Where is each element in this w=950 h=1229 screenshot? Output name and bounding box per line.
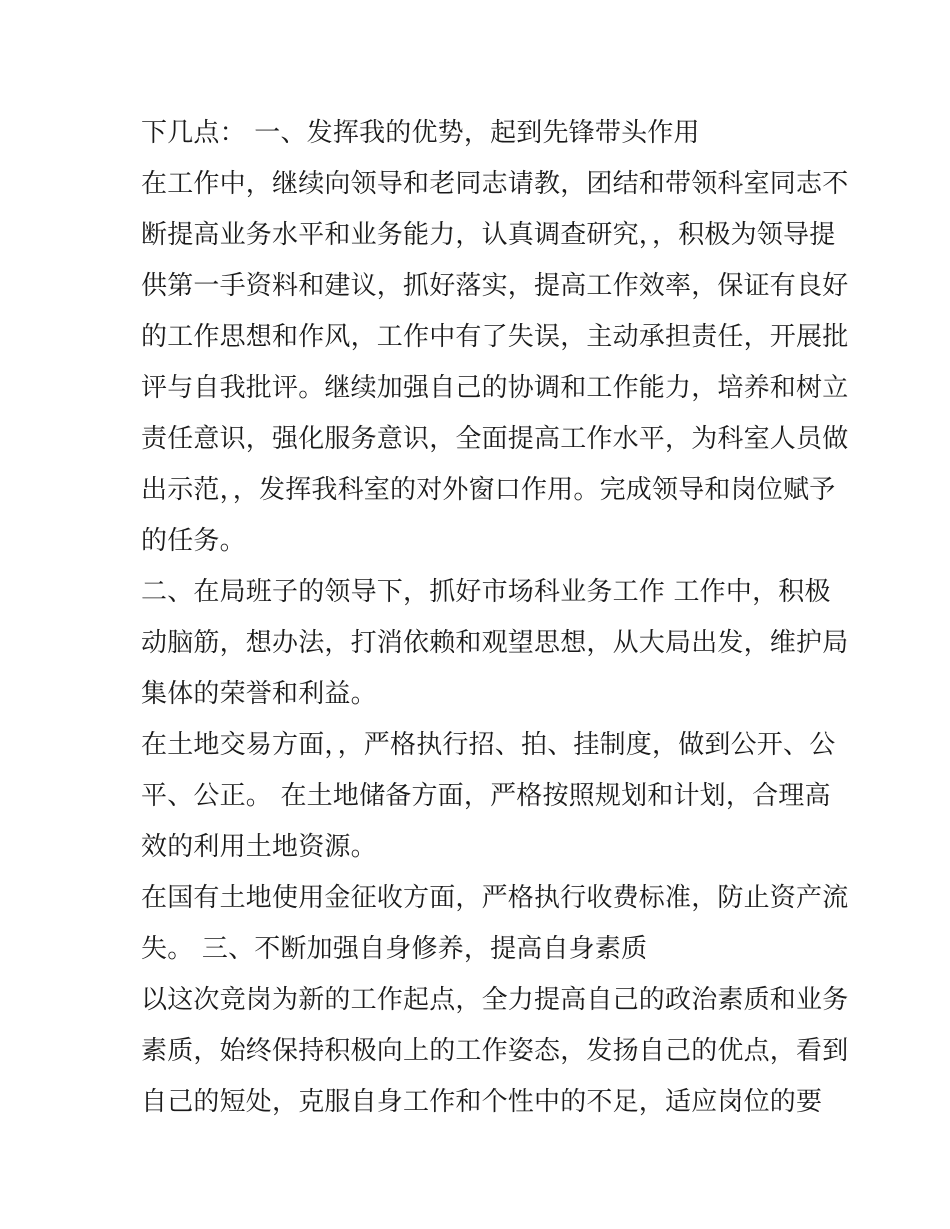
text-line: 的工作思想和作风，工作中有了失误，主动承担责任，开展批 — [141, 322, 849, 352]
text-line: 素质，始终保持积极向上的工作姿态，发扬自己的优点，看到 — [141, 1036, 849, 1066]
text-line: 平、公正。 在土地储备方面，严格按照规划和计划，合理高 — [141, 781, 831, 811]
text-line: 供第一手资料和建议，抓好落实，提高工作效率，保证有良好 — [141, 271, 849, 301]
text-line: 集体的荣誉和利益。 — [141, 679, 377, 709]
document-body — [141, 108, 849, 1128]
text-line: 的任务。 — [141, 526, 246, 556]
text-line: 下几点： 一、发挥我的优势，起到先锋带头作用 — [141, 118, 700, 148]
text-line: 效的利用土地资源。 — [141, 832, 377, 862]
text-line: 以这次竞岗为新的工作起点，全力提高自己的政治素质和业务 — [141, 985, 849, 1015]
text-line: 出示范，，发挥我科室的对外窗口作用。完成领导和岗位赋予 — [141, 475, 836, 505]
text-line: 在国有土地使用金征收方面，严格执行收费标准，防止资产流 — [141, 883, 849, 913]
text-line: 自己的短处，克服自身工作和个性中的不足，适应岗位的要 — [141, 1087, 823, 1117]
text-line: 动脑筋，想办法，打消依赖和观望思想，从大局出发，维护局 — [141, 628, 849, 658]
text-line: 评与自我批评。继续加强自己的协调和工作能力，培养和树立 — [141, 373, 849, 403]
text-line: 在土地交易方面，，严格执行招、拍、挂制度，做到公开、公 — [141, 730, 836, 760]
text-line: 二、在局班子的领导下，抓好市场科业务工作 工作中，积极 — [141, 577, 831, 607]
text-line: 责任意识，强化服务意识，全面提高工作水平，为科室人员做 — [141, 424, 849, 454]
text-line: 在工作中，继续向领导和老同志请教，团结和带领科室同志不 — [141, 169, 849, 199]
text-line: 失。 三、不断加强自身修养，提高自身素质 — [141, 934, 648, 964]
text-line: 断提高业务水平和业务能力，认真调查研究，，积极为领导提 — [141, 220, 836, 250]
